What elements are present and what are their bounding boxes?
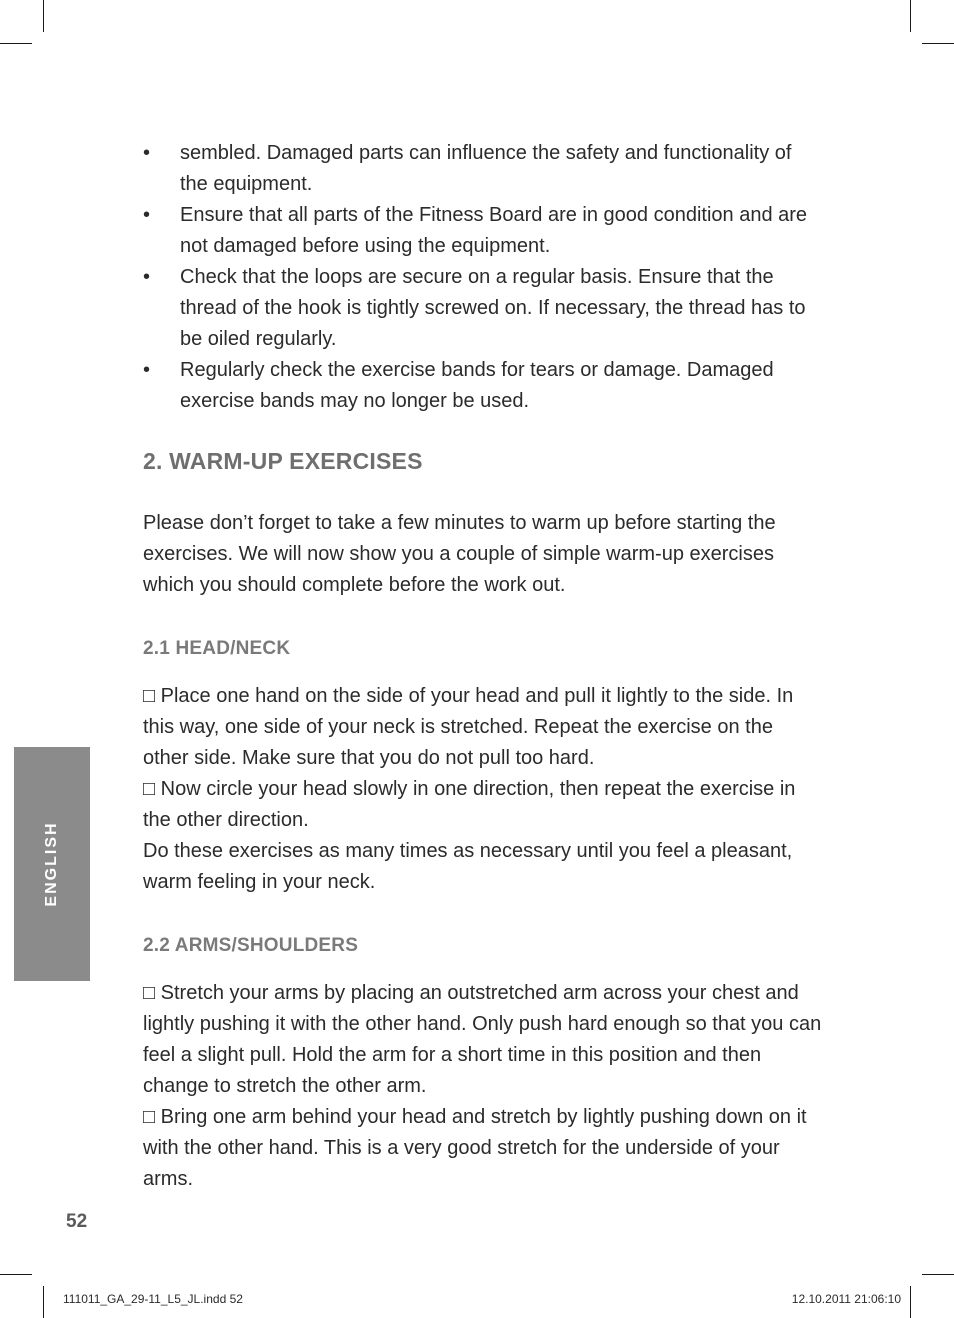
section-title: 2. WARM-UP EXERCISES (143, 448, 423, 474)
safety-bullet-list (143, 138, 823, 417)
page-content (143, 138, 823, 1195)
head-neck-item-2: □ Now circle your head slowly in one direction, then repeat the exercise in the other direction. (143, 778, 796, 831)
crop-mark (0, 43, 32, 44)
crop-mark (910, 1286, 911, 1318)
arms-shoulders-title: 2.2 ARMS/SHOULDERS (143, 935, 359, 956)
list-item (143, 138, 823, 200)
bullet-text: sembled. Damaged parts can influence the safety and functionality of the equipment. (180, 142, 792, 195)
crop-mark (922, 43, 954, 44)
page-number: 52 (66, 1211, 88, 1232)
list-item (143, 355, 823, 417)
language-tab-label: ENGLISH (43, 821, 60, 907)
bullet-text: Regularly check the exercise bands for tears or damage. Damaged exercise bands may no longer be used. (180, 359, 774, 412)
bullet-icon: • (143, 359, 151, 381)
arms-shoulders-item-2: □ Bring one arm behind your head and stretch by lightly pushing down on it with the other hand. This is a very good stretch for the underside of your arms. (143, 1106, 807, 1190)
head-neck-note: Do these exercises as many times as necessary until you feel a pleasant, warm feeling in your neck. (143, 840, 793, 893)
arms-shoulders-item-1: □ Stretch your arms by placing an outstretched arm across your chest and lightly pushing it with the other hand. Only push hard enough so that you can feel a slight pull. Hold the arm for a short time in this position and then change to stretch the other arm. (143, 982, 822, 1097)
section-intro: Please don’t forget to take a few minutes to warm up before starting the exercises. We will now show you a couple of simple warm-up exercises which you should complete before the work out. (143, 512, 776, 596)
head-neck-item-1: □ Place one hand on the side of your head and pull it lightly to the side. In this way, one side of your neck is stretched. Repeat the exercise on the other side. Make sure that you do not pull too hard. (143, 685, 794, 769)
crop-mark (910, 0, 911, 32)
crop-mark (0, 1274, 32, 1275)
list-item (143, 200, 823, 262)
crop-mark (43, 1286, 44, 1318)
footer-file-info: 111011_GA_29-11_L5_JL.indd 52 (63, 1292, 243, 1306)
crop-mark (43, 0, 44, 32)
bullet-text: Ensure that all parts of the Fitness Board are in good condition and are not damaged before using the equipment. (180, 204, 808, 257)
footer-date-info: 12.10.2011 21:06:10 (791, 1292, 901, 1306)
bullet-text: Check that the loops are secure on a regular basis. Ensure that the thread of the hook is tightly screwed on. If necessary, the thread has to be oiled regularly. (180, 266, 806, 350)
bullet-icon: • (143, 266, 151, 288)
bullet-icon: • (143, 142, 151, 164)
crop-mark (922, 1274, 954, 1275)
list-item (143, 262, 823, 355)
head-neck-title: 2.1 HEAD/NECK (143, 638, 291, 659)
language-tab (14, 747, 90, 981)
bullet-icon: • (143, 204, 151, 226)
